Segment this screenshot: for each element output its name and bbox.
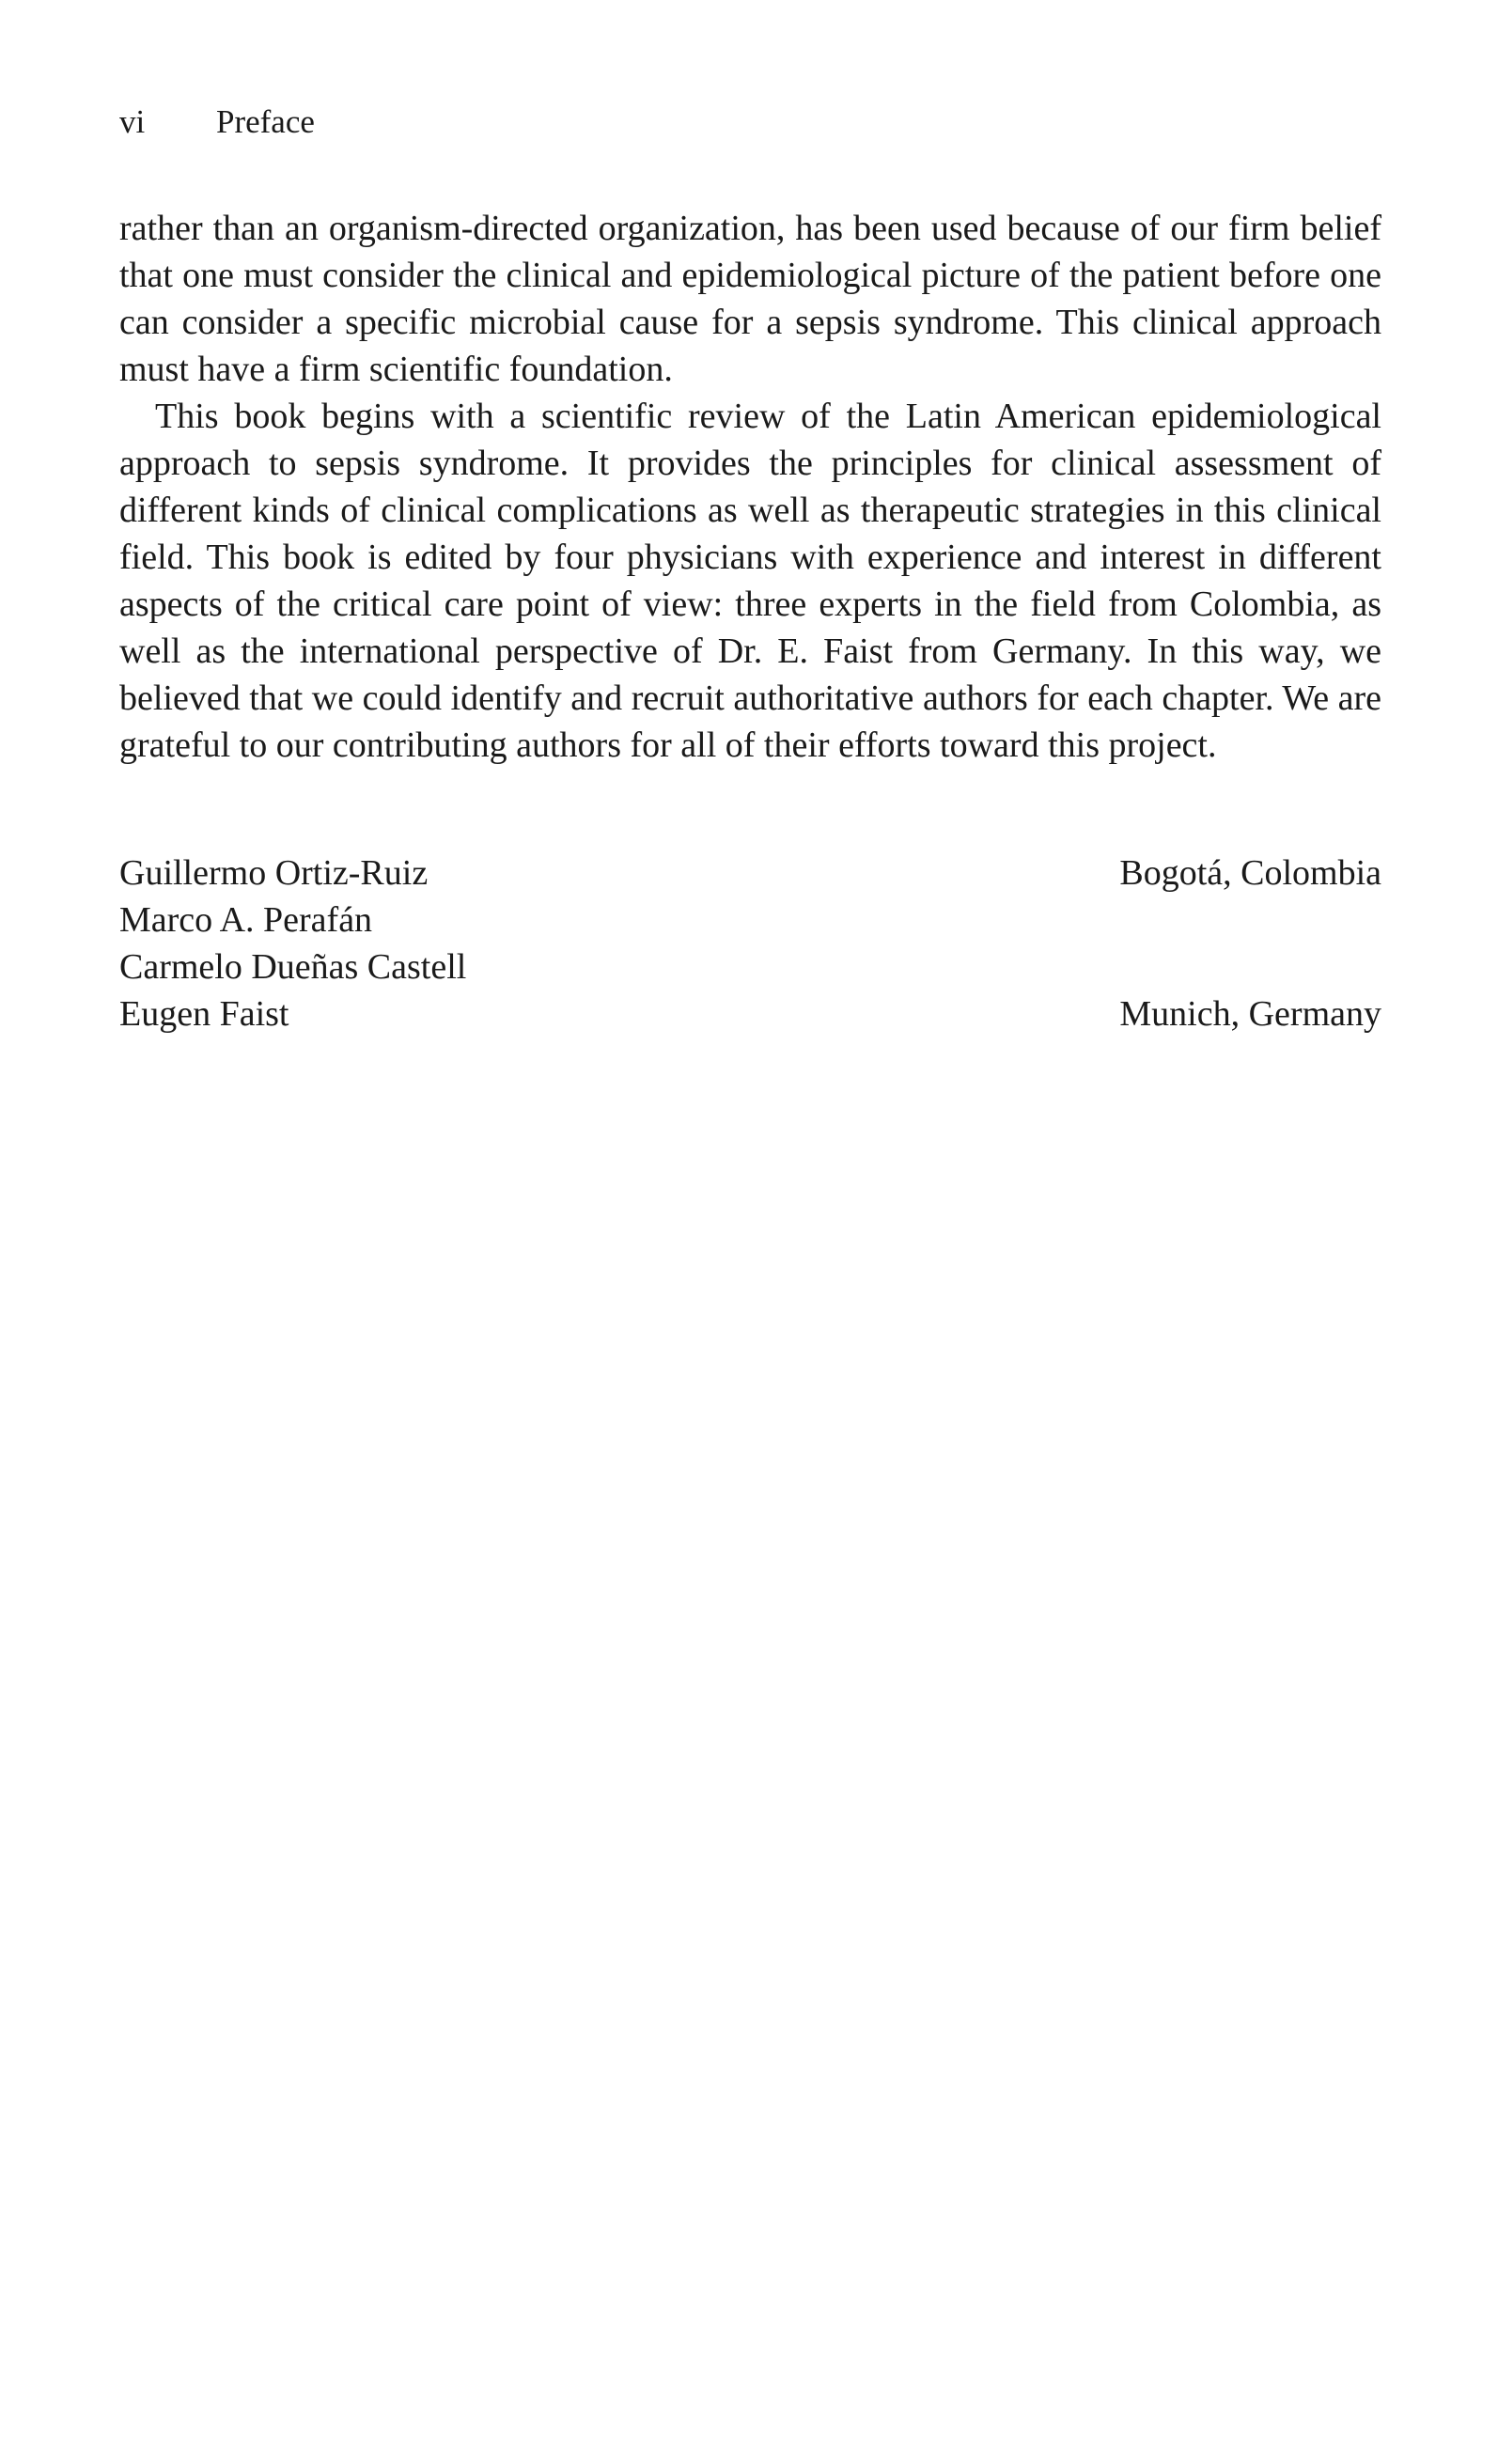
editor-location: Munich, Germany <box>1119 994 1381 1034</box>
editor-name: Carmelo Dueñas Castell <box>119 947 467 987</box>
page-number: vi <box>119 103 146 140</box>
paragraph: This book begins with a scientific review of the Latin American epidemiological approach to sepsis syndrome. It provides the principles for clinical assessment of different kinds of clinical complications as well as therapeutic strategies in this clinical field. This book is edited by four physicians with experience and interest in different aspects of the critical care point of view: three experts in the field from Colombia, as well as the international perspective of Dr. E. Faist from Germany. In this way, we believed that we could identify and recruit authoritative authors for each chapter. We are grateful to our contributing authors for all of their efforts toward this project. <box>119 397 1381 765</box>
running-title: Preface <box>216 103 315 140</box>
paragraph: rather than an organism-directed organization, has been used because of our firm belief that one must consider the clinical and epidemiological picture of the patient before one can consider a specific microbial cause for a sepsis syndrome. This clinical approach must have a firm scientific foundation. <box>119 209 1381 389</box>
editor-signatures <box>119 850 1381 1037</box>
running-head <box>119 105 315 138</box>
editor-name: Guillermo Ortiz-Ruiz <box>119 853 429 893</box>
editor-location: Bogotá, Colombia <box>1119 853 1381 893</box>
signature-row <box>119 943 1381 990</box>
preface-text <box>119 205 1381 769</box>
editor-name: Marco A. Perafán <box>119 900 373 940</box>
signature-row <box>119 850 1381 897</box>
signature-row <box>119 897 1381 943</box>
signature-row <box>119 990 1381 1037</box>
editor-name: Eugen Faist <box>119 994 289 1034</box>
